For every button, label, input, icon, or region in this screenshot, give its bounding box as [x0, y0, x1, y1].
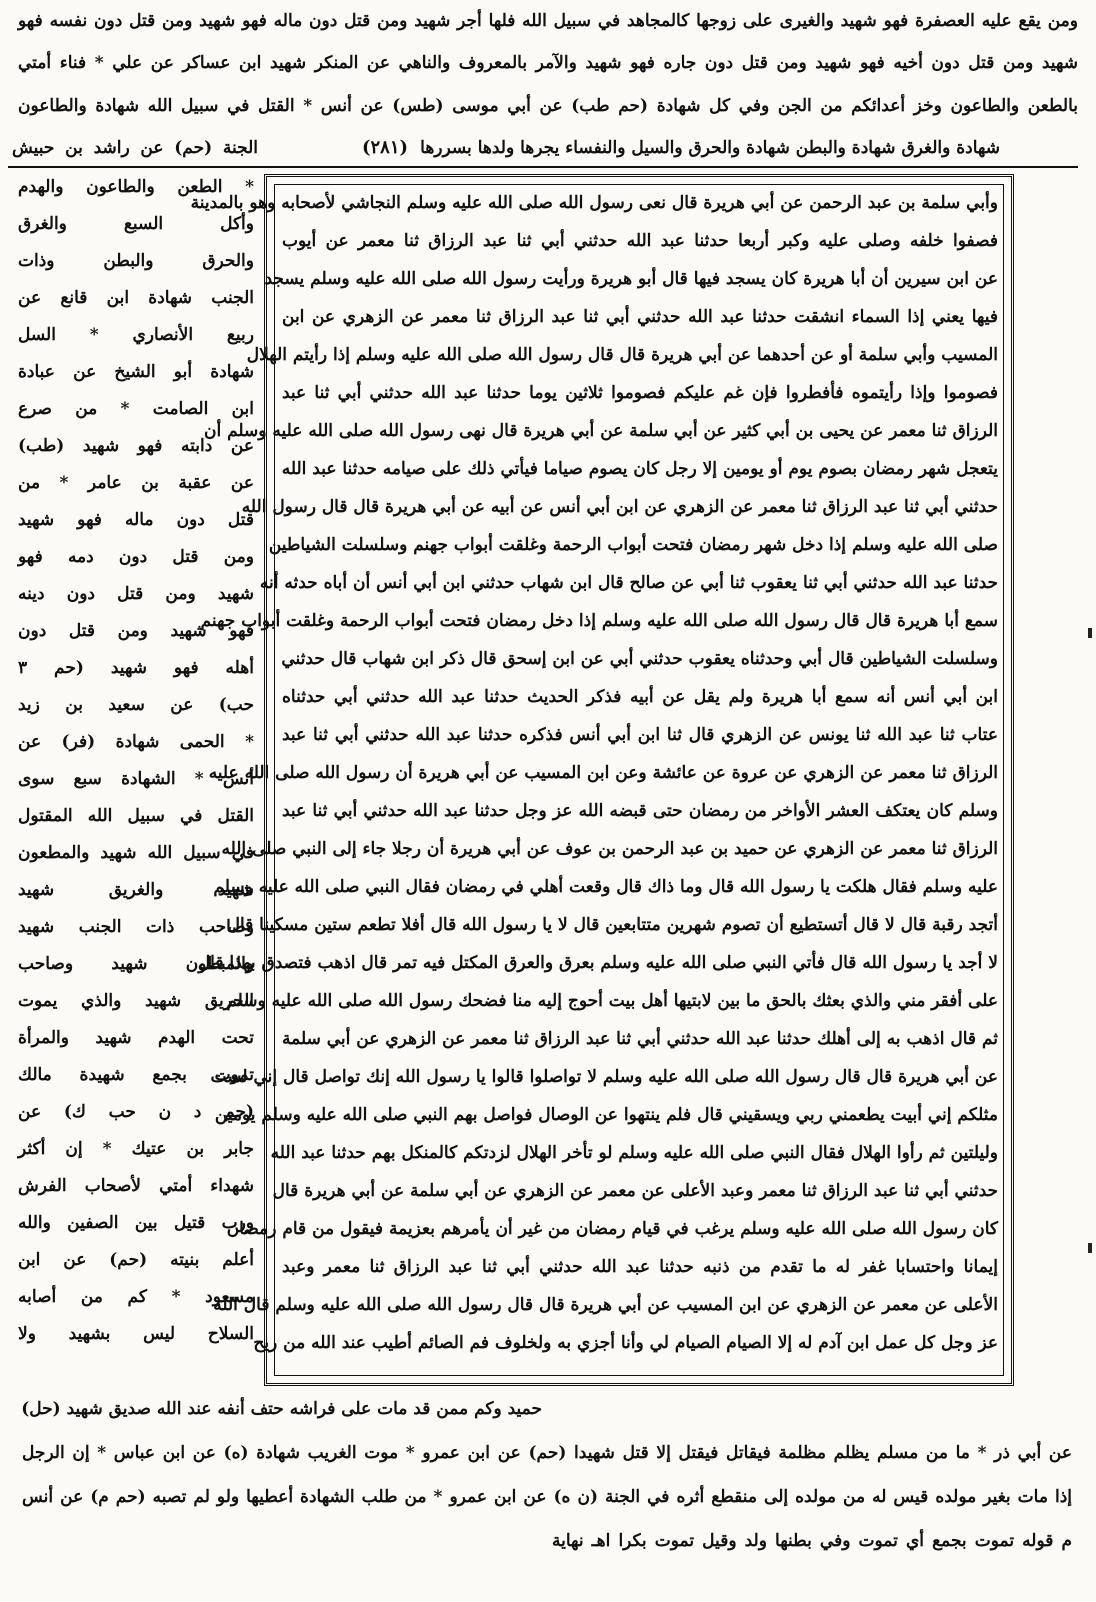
main-line: ثم قال اذهب به إلى أهلك حدثنا عبد الله حدثني أبي ثنا عبد الرزاق ثنا معمر عن الزهري عن أبي سلمة: [282, 1029, 998, 1049]
main-line: عن أبي هريرة قال قال رسول الله صلى الله عليه وسلم لا تواصلوا قالوا يا رسول الله إنك تواصل قال إني لست: [210, 1067, 998, 1087]
main-line: الرزاق ثنا معمر عن الزهري عن عروة عن عائشة وعن ابن المسيب عن أبي هريرة أن رسول الله صلى الله عليه: [208, 763, 998, 783]
margin-line: عن عقبة بن عامر * من: [18, 473, 254, 493]
main-line: عن ابن سيرين أن أبا هريرة كان يسجد فيها قال أبو هريرة ورأيت رسول الله صلى الله عليه وسلم يسجد: [264, 269, 998, 289]
margin-line: القتل في سبيل الله المقتول: [18, 806, 254, 826]
margin-line: وأكل السبع والغرق: [18, 214, 254, 234]
margin-line: في سبيل الله شهيد والمطعون: [18, 843, 254, 863]
main-line: الرزاق ثنا معمر عن الزهري عن حميد بن عبد الرحمن بن عوف عن أبي هريرة أن رجلا جاء إلى النبي صلى الله: [221, 839, 998, 859]
main-line: عز وجل كل عمل ابن آدم له إلا الصيام الصيام لي وأنا أجزي به ولخلوف فم الصائم أطيب عند الله من ريح: [253, 1333, 998, 1353]
main-line: أتجد رقبة قال لا قال أتستطيع أن تصوم شهرين متتابعين قال لا يا رسول الله قال أفلا تطعم ستين مسكينا قال: [227, 915, 998, 935]
margin-line: جابر بن عتيك * إن أكثر: [18, 1139, 254, 1159]
main-line: فيها يعني إذا السماء انشقت حدثنا عبد الله حدثني أبي ثنا عبد الرزاق ثنا معمر عن الزهري عن ابن: [282, 307, 998, 327]
top-rule: [8, 166, 1078, 168]
margin-line: شهيد ومن قتل دون دينه: [18, 584, 254, 604]
main-line: صلى الله عليه وسلم إذا دخل شهر رمضان فتحت أبواب الرحمة وغلقت أبواب جهنم وسلسلت الشياطين: [268, 535, 998, 555]
bottom-line: حميد وكم ممن قد مات على فراشه حتف أنفه عند الله صديق شهيد (حل): [21, 1399, 542, 1419]
margin-line: تحت الهدم شهيد والمرأة: [18, 1028, 254, 1048]
main-line: يتعجل شهر رمضان بصوم يوم أو يومين إلا رجل كان يصوم صياما فيأتي ذلك على صيامه حدثنا عبد الله: [281, 459, 998, 479]
margin-line: عن دابته فهو شهيد (طب): [18, 436, 254, 456]
bottom-line: إذا مات بغير مولده قيس له من مولده إلى منقطع أثره في الجنة (ن ه) عن ابن عمرو * من طلب الشهادة أعطيها ولو لم تصبه (حم م) عن أنس: [22, 1487, 1072, 1507]
margin-line: السلاح ليس بشهيد ولا: [18, 1324, 254, 1344]
main-line: وليلتين ثم رأوا الهلال فقال النبي صلى الله عليه وسلم لو تأخر الهلال لزدتكم كالمنكل بهم حدثنا عبد الله: [270, 1143, 998, 1163]
margin-line: والمبطون شهيد وصاحب: [18, 954, 254, 974]
main-line: حدثني أبي ثنا عبد الرزاق ثنا معمر وعبد الأعلى عن معمر عن الزهري عن أبي سلمة عن أبي هريرة قال: [272, 1181, 998, 1201]
main-line: مثلكم إني أبيت يطعمني ربي ويسقيني قال فلم ينتهوا عن الوصال فواصل بهم النبي صلى الله عليه وسلم يومين: [214, 1105, 998, 1125]
margin-line: والحرق والبطن وذات: [18, 251, 254, 271]
margin-line: (حم د ن حب ك) عن: [18, 1102, 254, 1122]
top-line: شهيد ومن قتل دون أخيه فهو شهيد ومن قتل دون جاره فهو شهيد والآمر بالمعروف والناهي عن المنكر شهيد ابن عساكر عن علي * فناء أمتي: [18, 53, 1078, 73]
page-number: (٢٨١): [361, 137, 409, 158]
margin-line: حب) عن سعيد بن زيد: [18, 695, 254, 715]
main-line: وسلم كان يعتكف العشر الأواخر من رمضان حتى قبضه الله عز وجل حدثنا عبد الله حدثني أبي ثنا عبد: [282, 801, 998, 821]
main-line: عتاب ثنا عبد الله ثنا يونس عن الزهري قال ثنا ابن أبي أنس فذكره حدثنا عبد الله حدثني أبي ثنا عبد: [282, 725, 998, 745]
main-line: حدثني أبي ثنا عبد الرزاق ثنا معمر عن الزهري عن ابن أبي أنس عن أبيه عن أبي هريرة قال قال رسول الله: [241, 497, 998, 517]
margin-line: ربيع الأنصاري * السل: [18, 325, 254, 345]
main-line: الأعلى عن معمر عن الزهري عن ابن المسيب عن أبي هريرة قال قال رسول الله صلى الله عليه وسلم قال الله: [213, 1295, 998, 1315]
top-line: بالطعن والطاعون وخز أعدائكم من الجن وفي كل شهادة (حم طب) عن أبي موسى (طس) عن أنس * القتل في سبيل الله شهادة والطاعون: [18, 96, 1078, 116]
margin-line: ابن الصامت * من صرع: [18, 399, 254, 419]
main-line: المسيب وأبي سلمة أو عن أحدهما عن أبي هريرة قال قال رسول الله صلى الله عليه وسلم إذا رأيتم الهلال: [246, 345, 998, 365]
margin-line: أعلم بنيته (حم) عن ابن: [18, 1250, 254, 1270]
margin-line: الجنة (حم) عن راشد بن حبيش: [12, 138, 258, 158]
scan-edge-mark: [1088, 1243, 1092, 1253]
main-line: على أفقر مني والذي بعثك بالحق ما بين لابتيها أهل بيت أحوج إليه منا فضحك رسول الله صلى الله عليه وسلم: [226, 991, 998, 1011]
main-line: وأبي سلمة بن عبد الرحمن عن أبي هريرة قال نعى رسول الله صلى الله عليه وسلم النجاشي لأصحابه وهو بالمدينة: [190, 193, 998, 213]
main-line: لا أجد يا رسول الله قال فأتي النبي صلى الله عليه وسلم بعرق والعرق المكتل فيه تمر قال اذهب فتصدق بهذا قال: [197, 953, 998, 973]
bottom-line: عن أبي ذر * ما من مسلم يظلم مظلمة فيقاتل فيقتل إلا قتل شهيدا (حم) عن ابن عمرو * موت الغريب شهادة (ه) عن ابن عباس * إن الرجل: [22, 1443, 1072, 1463]
margin-line: أهله فهو شهيد (حم ٣: [18, 658, 254, 678]
main-line: فصفوا خلفه وصلى عليه وكبر أربعا حدثنا عبد الله حدثني أبي ثنا عبد الرزاق ثنا معمر عن أيوب: [282, 231, 998, 251]
margin-line: * الحمى شهادة (فر) عن: [18, 732, 254, 752]
main-line: كان رسول الله صلى الله عليه وسلم يرغب في قيام رمضان من غير أن يأمرهم بعزيمة فيقول من قام رمضان: [226, 1219, 998, 1239]
main-line: الرزاق ثنا معمر عن يحيى بن أبي كثير عن أبي سلمة عن أبي هريرة قال نهى رسول الله صلى الله عليه وسلم أن: [203, 421, 998, 441]
margin-line: وصاحب ذات الجنب شهيد: [18, 917, 254, 937]
margin-line: الحريق شهيد والذي يموت: [18, 991, 254, 1011]
main-line: حدثنا عبد الله حدثني أبي ثنا يعقوب ثنا أبي عن صالح قال ابن شهاب حدثني ابن أبي أنس أن أباه حدثه أنه: [259, 573, 998, 593]
margin-line: شهيد والغريق شهيد: [18, 880, 254, 900]
margin-line: * الطعن والطاعون والهدم: [18, 177, 254, 197]
main-line: سمع أبا هريرة قال قال رسول الله صلى الله عليه وسلم إذا دخل رمضان فتحت أبواب الرحمة وغلقت أبواب جهنم: [200, 611, 998, 631]
main-line: عليه وسلم فقال هلكت يا رسول الله قال وما ذاك قال وقعت أهلي في رمضان فقال النبي صلى الله عليه وسلم: [213, 877, 998, 897]
main-line: إيمانا واحتسابا غفر له ما تقدم من ذنبه حدثنا عبد الله حدثني أبي ثنا عبد الرزاق ثنا معمر وعبد: [282, 1257, 999, 1277]
margin-line: شهادة أبو الشيخ عن عبادة: [18, 362, 254, 382]
main-line: فصوموا وإذا رأيتموه فأفطروا فإن غم عليكم فصوموا ثلاثين يوما حدثنا عبد الله حدثني أبي ثنا عبد: [282, 383, 998, 403]
top-line: شهادة والغرق شهادة والبطن شهادة والحرق والسيل والنفساء يجرها ولدها بسررها: [420, 138, 1000, 158]
margin-line: مسعود * كم من أصابه: [18, 1287, 254, 1307]
margin-line: شهداء أمتي لأصحاب الفرش: [18, 1176, 254, 1196]
main-line: وسلسلت الشياطين قال أبي وحدثناه يعقوب حدثني أبي عن ابن إسحق قال ذكر ابن شهاب قال حدثني: [281, 649, 998, 669]
scan-edge-mark: [1088, 628, 1092, 638]
margin-line: قتل دون ماله فهو شهيد: [18, 510, 254, 530]
top-line: ومن يقع عليه العصفرة فهو شهيد والغيرى على زوجها كالمجاهد في سبيل الله فلها أجر شهيد ومن قتل دون ماله فهو شهيد ومن قتل دون نفسه فهو: [18, 11, 1078, 31]
margin-line: ورب قتيل بين الصفين والله: [18, 1213, 254, 1233]
margin-line: أنس * الشهادة سبع سوى: [18, 769, 254, 789]
margin-line: تموت بجمع شهيدة مالك: [18, 1065, 254, 1085]
margin-line: فهو شهيد ومن قتل دون: [18, 621, 254, 641]
margin-line: الجنب شهادة ابن قانع عن: [18, 288, 254, 308]
main-line: ابن أبي أنس أنه سمع أبا هريرة ولم يقل عن أبيه فذكر الحديث حدثنا عبد الله حدثني أبي حدثناه: [282, 687, 998, 707]
margin-line: ومن قتل دون دمه فهو: [18, 547, 254, 567]
bottom-line: م قوله تموت بجمع أي تموت وفي بطنها ولد وقيل تموت بكرا اهـ نهاية: [552, 1531, 1072, 1551]
